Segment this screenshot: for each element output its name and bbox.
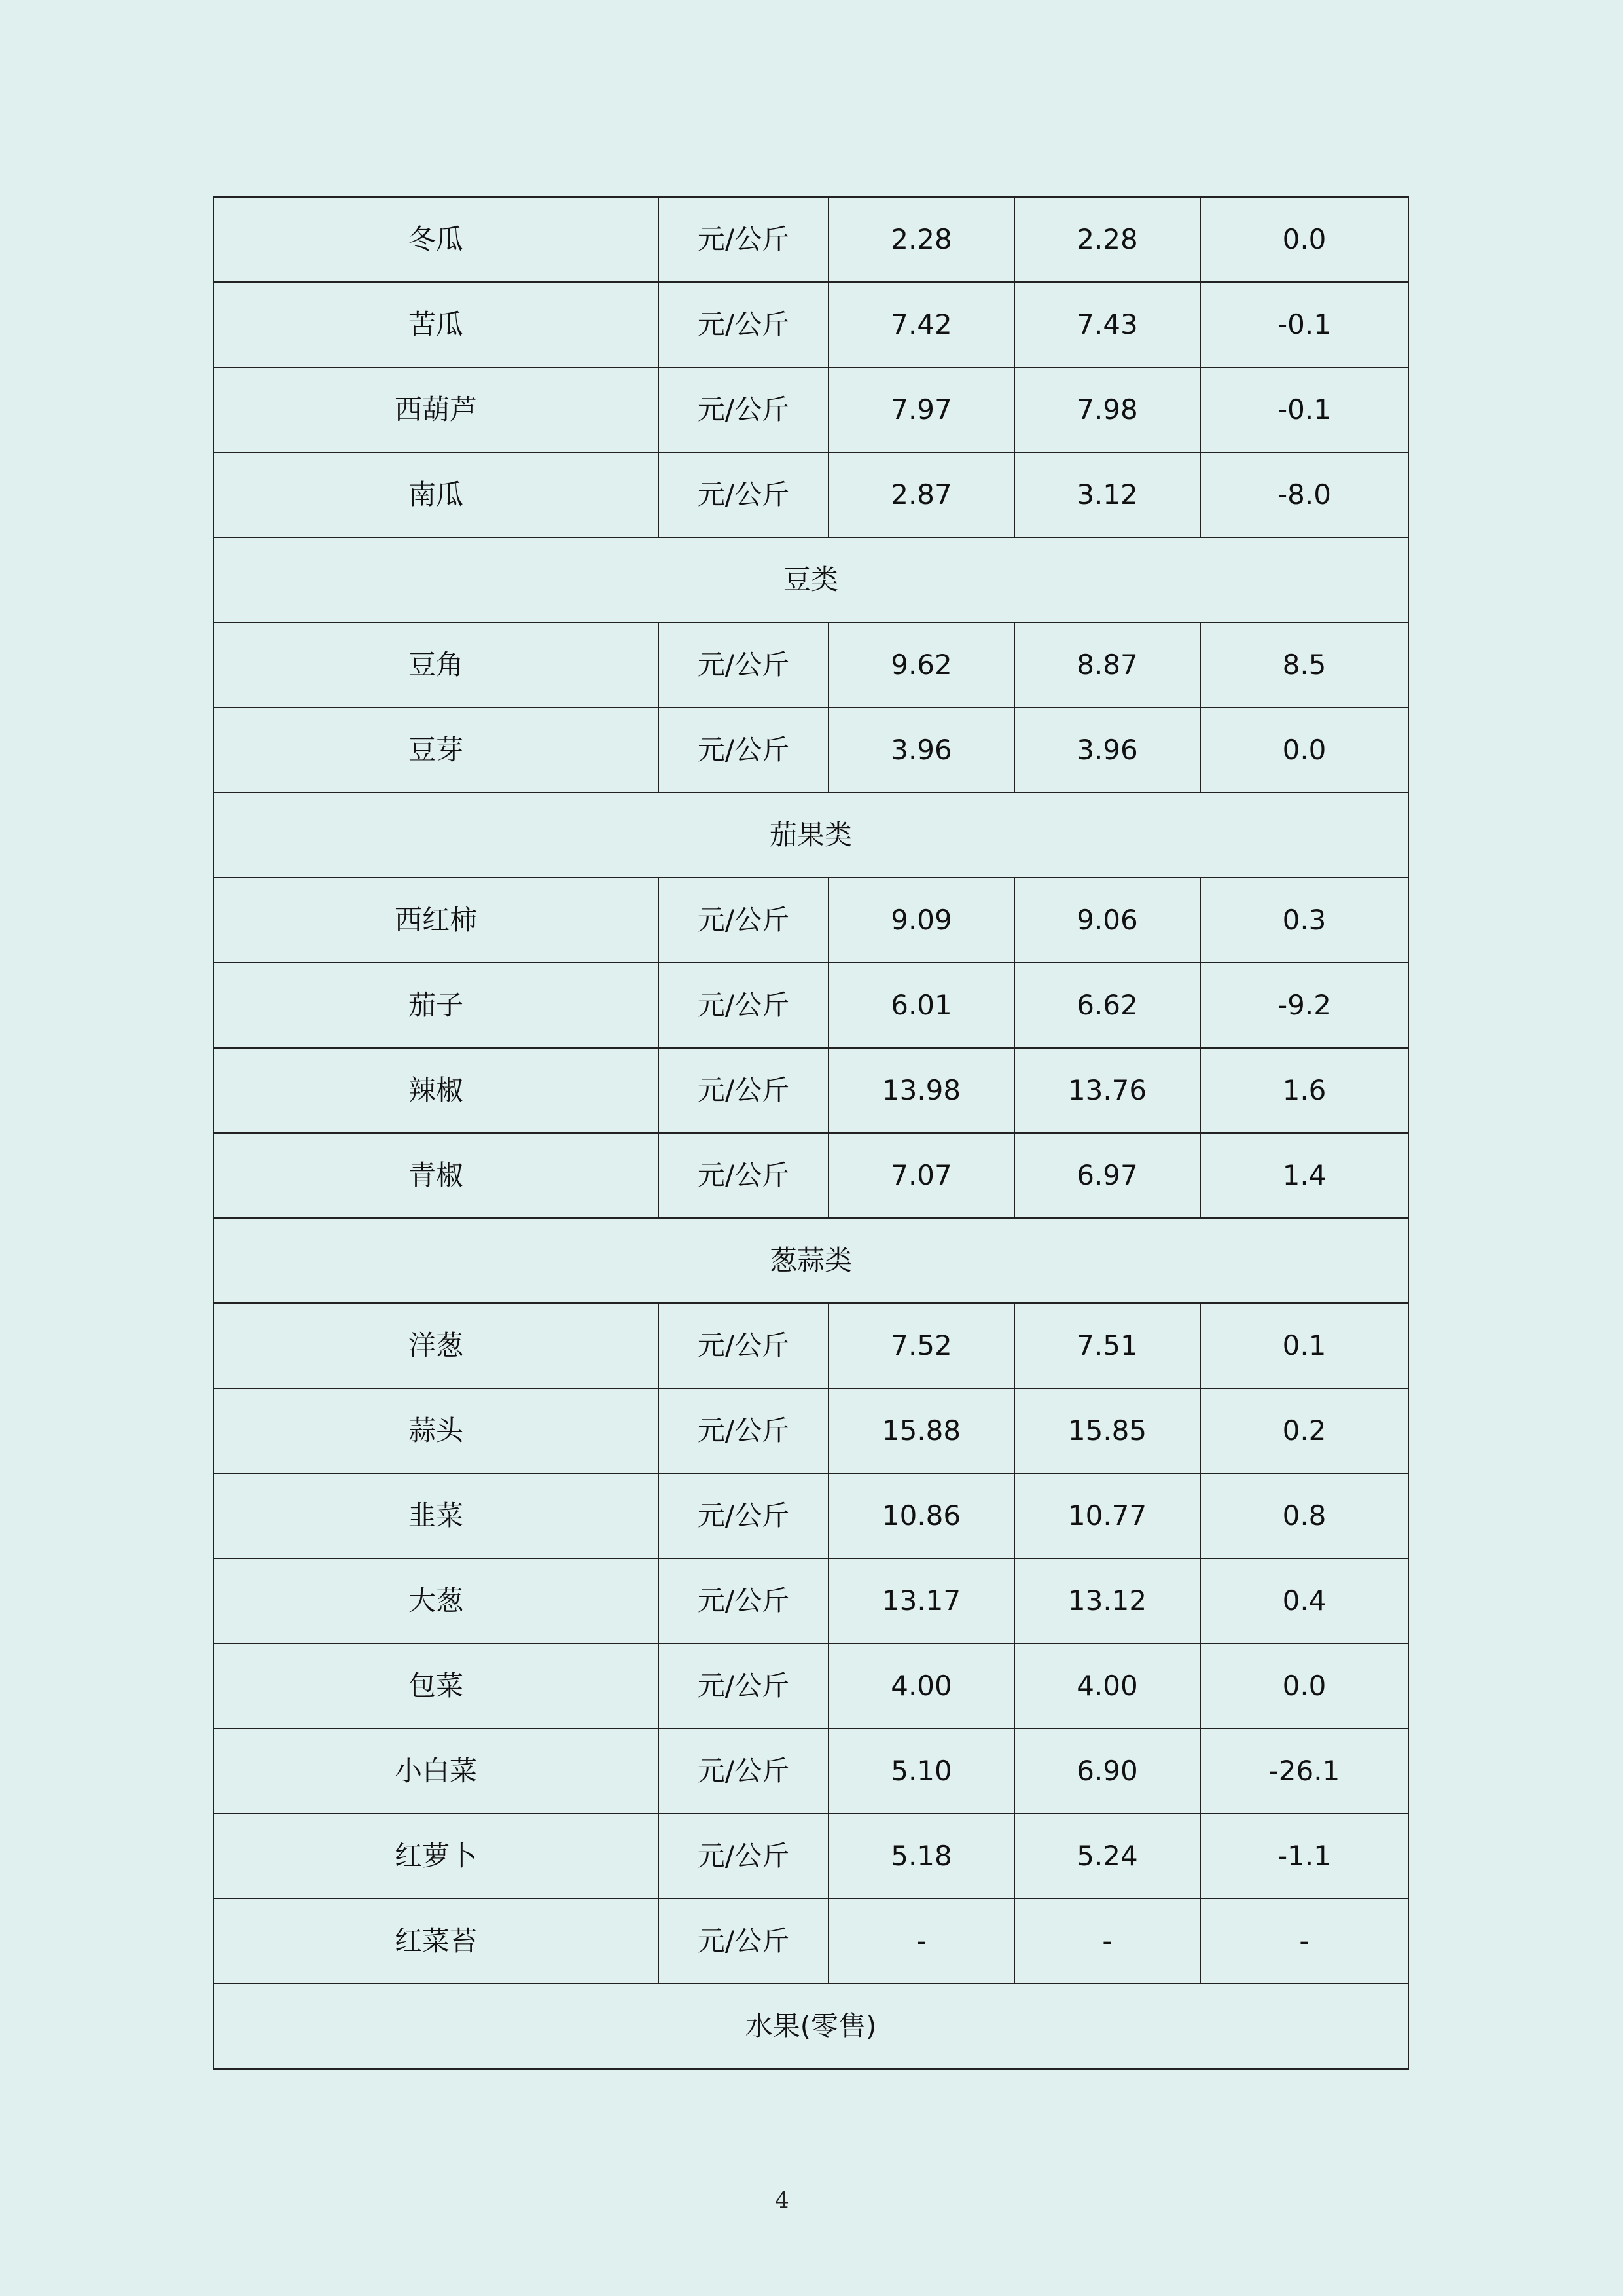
current-price-cell: 6.01 xyxy=(829,963,1014,1048)
table-row xyxy=(213,1133,1408,1218)
current-price-cell: 2.28 xyxy=(829,197,1014,282)
product-name-cell: 豆芽 xyxy=(213,708,658,793)
unit-cell: 元/公斤 xyxy=(658,1899,829,1984)
previous-price-cell: - xyxy=(1014,1899,1200,1984)
current-price-cell: 9.09 xyxy=(829,878,1014,963)
current-price-cell: 5.18 xyxy=(829,1814,1014,1899)
table-row xyxy=(213,1643,1408,1729)
previous-price-cell: 6.97 xyxy=(1014,1133,1200,1218)
table-row xyxy=(213,1899,1408,1984)
product-name-cell: 小白菜 xyxy=(213,1729,658,1814)
change-percent-cell: -0.1 xyxy=(1200,367,1408,452)
unit-cell: 元/公斤 xyxy=(658,878,829,963)
unit-cell: 元/公斤 xyxy=(658,1133,829,1218)
change-percent-cell: -26.1 xyxy=(1200,1729,1408,1814)
category-label: 豆类 xyxy=(213,537,1408,622)
previous-price-cell: 6.62 xyxy=(1014,963,1200,1048)
unit-cell: 元/公斤 xyxy=(658,197,829,282)
current-price-cell: 2.87 xyxy=(829,452,1014,537)
previous-price-cell: 7.98 xyxy=(1014,367,1200,452)
change-percent-cell: 0.4 xyxy=(1200,1558,1408,1643)
table-row xyxy=(213,878,1408,963)
change-percent-cell: 1.6 xyxy=(1200,1048,1408,1133)
category-label: 茄果类 xyxy=(213,793,1408,878)
category-row xyxy=(213,537,1408,622)
previous-price-cell: 10.77 xyxy=(1014,1473,1200,1558)
unit-cell: 元/公斤 xyxy=(658,1814,829,1899)
page-number: 4 xyxy=(775,2187,789,2214)
previous-price-cell: 9.06 xyxy=(1014,878,1200,963)
change-percent-cell: 0.2 xyxy=(1200,1388,1408,1473)
unit-cell: 元/公斤 xyxy=(658,282,829,367)
unit-cell: 元/公斤 xyxy=(658,1643,829,1729)
table-row xyxy=(213,1303,1408,1388)
category-row xyxy=(213,1218,1408,1303)
product-name-cell: 大葱 xyxy=(213,1558,658,1643)
category-row xyxy=(213,1984,1408,2069)
table-row xyxy=(213,1558,1408,1643)
category-label: 葱蒜类 xyxy=(213,1218,1408,1303)
current-price-cell: 3.96 xyxy=(829,708,1014,793)
unit-cell: 元/公斤 xyxy=(658,1388,829,1473)
unit-cell: 元/公斤 xyxy=(658,1048,829,1133)
previous-price-cell: 6.90 xyxy=(1014,1729,1200,1814)
product-name-cell: 洋葱 xyxy=(213,1303,658,1388)
previous-price-cell: 3.12 xyxy=(1014,452,1200,537)
table-row xyxy=(213,367,1408,452)
current-price-cell: 9.62 xyxy=(829,622,1014,708)
table-row xyxy=(213,1388,1408,1473)
current-price-cell: - xyxy=(829,1899,1014,1984)
product-name-cell: 青椒 xyxy=(213,1133,658,1218)
current-price-cell: 7.07 xyxy=(829,1133,1014,1218)
change-percent-cell: -8.0 xyxy=(1200,452,1408,537)
product-name-cell: 红菜苔 xyxy=(213,1899,658,1984)
price-table xyxy=(213,196,1409,2070)
change-percent-cell: -9.2 xyxy=(1200,963,1408,1048)
product-name-cell: 南瓜 xyxy=(213,452,658,537)
previous-price-cell: 7.51 xyxy=(1014,1303,1200,1388)
current-price-cell: 13.17 xyxy=(829,1558,1014,1643)
current-price-cell: 7.42 xyxy=(829,282,1014,367)
product-name-cell: 蒜头 xyxy=(213,1388,658,1473)
table-row xyxy=(213,1048,1408,1133)
product-name-cell: 西葫芦 xyxy=(213,367,658,452)
current-price-cell: 13.98 xyxy=(829,1048,1014,1133)
category-label: 水果(零售) xyxy=(213,1984,1408,2069)
change-percent-cell: 8.5 xyxy=(1200,622,1408,708)
price-table-body xyxy=(213,197,1408,2069)
unit-cell: 元/公斤 xyxy=(658,367,829,452)
previous-price-cell: 7.43 xyxy=(1014,282,1200,367)
change-percent-cell: 0.1 xyxy=(1200,1303,1408,1388)
product-name-cell: 茄子 xyxy=(213,963,658,1048)
change-percent-cell: -0.1 xyxy=(1200,282,1408,367)
product-name-cell: 辣椒 xyxy=(213,1048,658,1133)
current-price-cell: 15.88 xyxy=(829,1388,1014,1473)
table-row xyxy=(213,197,1408,282)
unit-cell: 元/公斤 xyxy=(658,452,829,537)
previous-price-cell: 5.24 xyxy=(1014,1814,1200,1899)
table-row xyxy=(213,1473,1408,1558)
change-percent-cell: - xyxy=(1200,1899,1408,1984)
table-row xyxy=(213,622,1408,708)
product-name-cell: 豆角 xyxy=(213,622,658,708)
unit-cell: 元/公斤 xyxy=(658,1303,829,1388)
change-percent-cell: 0.0 xyxy=(1200,708,1408,793)
unit-cell: 元/公斤 xyxy=(658,1558,829,1643)
table-row xyxy=(213,1729,1408,1814)
table-row xyxy=(213,1814,1408,1899)
current-price-cell: 4.00 xyxy=(829,1643,1014,1729)
current-price-cell: 7.97 xyxy=(829,367,1014,452)
previous-price-cell: 4.00 xyxy=(1014,1643,1200,1729)
current-price-cell: 7.52 xyxy=(829,1303,1014,1388)
unit-cell: 元/公斤 xyxy=(658,622,829,708)
change-percent-cell: 0.0 xyxy=(1200,197,1408,282)
previous-price-cell: 15.85 xyxy=(1014,1388,1200,1473)
product-name-cell: 红萝卜 xyxy=(213,1814,658,1899)
change-percent-cell: 0.3 xyxy=(1200,878,1408,963)
table-row xyxy=(213,282,1408,367)
unit-cell: 元/公斤 xyxy=(658,1473,829,1558)
current-price-cell: 10.86 xyxy=(829,1473,1014,1558)
current-price-cell: 5.10 xyxy=(829,1729,1014,1814)
table-row xyxy=(213,708,1408,793)
product-name-cell: 冬瓜 xyxy=(213,197,658,282)
product-name-cell: 西红柿 xyxy=(213,878,658,963)
product-name-cell: 苦瓜 xyxy=(213,282,658,367)
product-name-cell: 包菜 xyxy=(213,1643,658,1729)
change-percent-cell: 0.0 xyxy=(1200,1643,1408,1729)
table-row xyxy=(213,452,1408,537)
previous-price-cell: 2.28 xyxy=(1014,197,1200,282)
previous-price-cell: 3.96 xyxy=(1014,708,1200,793)
change-percent-cell: 0.8 xyxy=(1200,1473,1408,1558)
product-name-cell: 韭菜 xyxy=(213,1473,658,1558)
previous-price-cell: 8.87 xyxy=(1014,622,1200,708)
category-row xyxy=(213,793,1408,878)
unit-cell: 元/公斤 xyxy=(658,708,829,793)
previous-price-cell: 13.76 xyxy=(1014,1048,1200,1133)
change-percent-cell: -1.1 xyxy=(1200,1814,1408,1899)
unit-cell: 元/公斤 xyxy=(658,963,829,1048)
unit-cell: 元/公斤 xyxy=(658,1729,829,1814)
change-percent-cell: 1.4 xyxy=(1200,1133,1408,1218)
previous-price-cell: 13.12 xyxy=(1014,1558,1200,1643)
table-row xyxy=(213,963,1408,1048)
